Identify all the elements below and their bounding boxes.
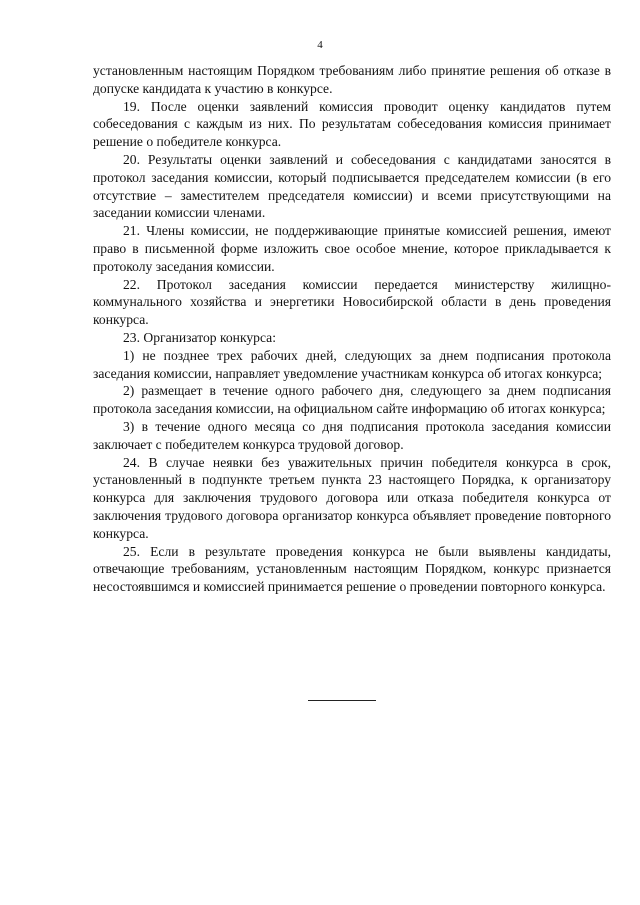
- paragraph-continuation: установленным настоящим Порядком требованиям либо принятие решения об отказе в допуске кандидата к участию в конкурсе.: [93, 63, 611, 96]
- paragraph-23: 23. Организатор конкурса:: [123, 329, 276, 345]
- paragraph-23-item-1: 1) не позднее трех рабочих дней, следующих за днем подписания протокола заседания комиссии, направляет уведомление участникам конкурса об итогах конкурса;: [93, 347, 611, 381]
- document-body: [93, 62, 611, 596]
- page-number: 4: [317, 39, 323, 51]
- paragraph-22: 22. Протокол заседания комиссии передается министерству жилищно-коммунального хозяйства и энергетики Новосибирской области в день проведения конкурса.: [93, 276, 611, 328]
- paragraph-23-item-2: 2) размещает в течение одного рабочего дня, следующего за днем подписания протокола заседания комиссии, на официальном сайте информацию об итогах конкурса;: [93, 383, 611, 417]
- paragraph-25: 25. Если в результате проведения конкурса не были выявлены кандидаты, отвечающие требованиям, установленным настоящим Порядком, конкурс признается несостоявшимся и комиссией принимается решение о проведении повторного конкурса.: [93, 543, 611, 595]
- paragraph-24: 24. В случае неявки без уважительных причин победителя конкурса в срок, установленный в подпункте третьем пункта 23 настоящего Порядка, к организатору конкурса для заключения трудового договора или отказа победителя конкурса от заключения трудового договора организатор конкурса объявляет проведение повторного конкурса.: [93, 454, 611, 541]
- end-of-document-rule: [308, 700, 376, 701]
- paragraph-19: 19. После оценки заявлений комиссия проводит оценку кандидатов путем собеседования с каждым из них. По результатам собеседования комиссия принимает решение о победителе конкурса.: [93, 98, 611, 150]
- paragraph-23-item-3: 3) в течение одного месяца со дня подписания протокола заседания комиссии заключает с победителем конкурса трудовой договор.: [93, 418, 611, 452]
- paragraph-21: 21. Члены комиссии, не поддерживающие принятые комиссией решения, имеют право в письменной форме изложить свое особое мнение, которое прикладывается к протоколу заседания комиссии.: [93, 223, 611, 274]
- paragraph-20: 20. Результаты оценки заявлений и собеседования с кандидатами заносятся в протокол заседания комиссии, который подписывается председателем комиссии (в его отсутствие – заместителем председателя комиссии) и всеми присутствующими на заседании комиссии членами.: [93, 151, 611, 221]
